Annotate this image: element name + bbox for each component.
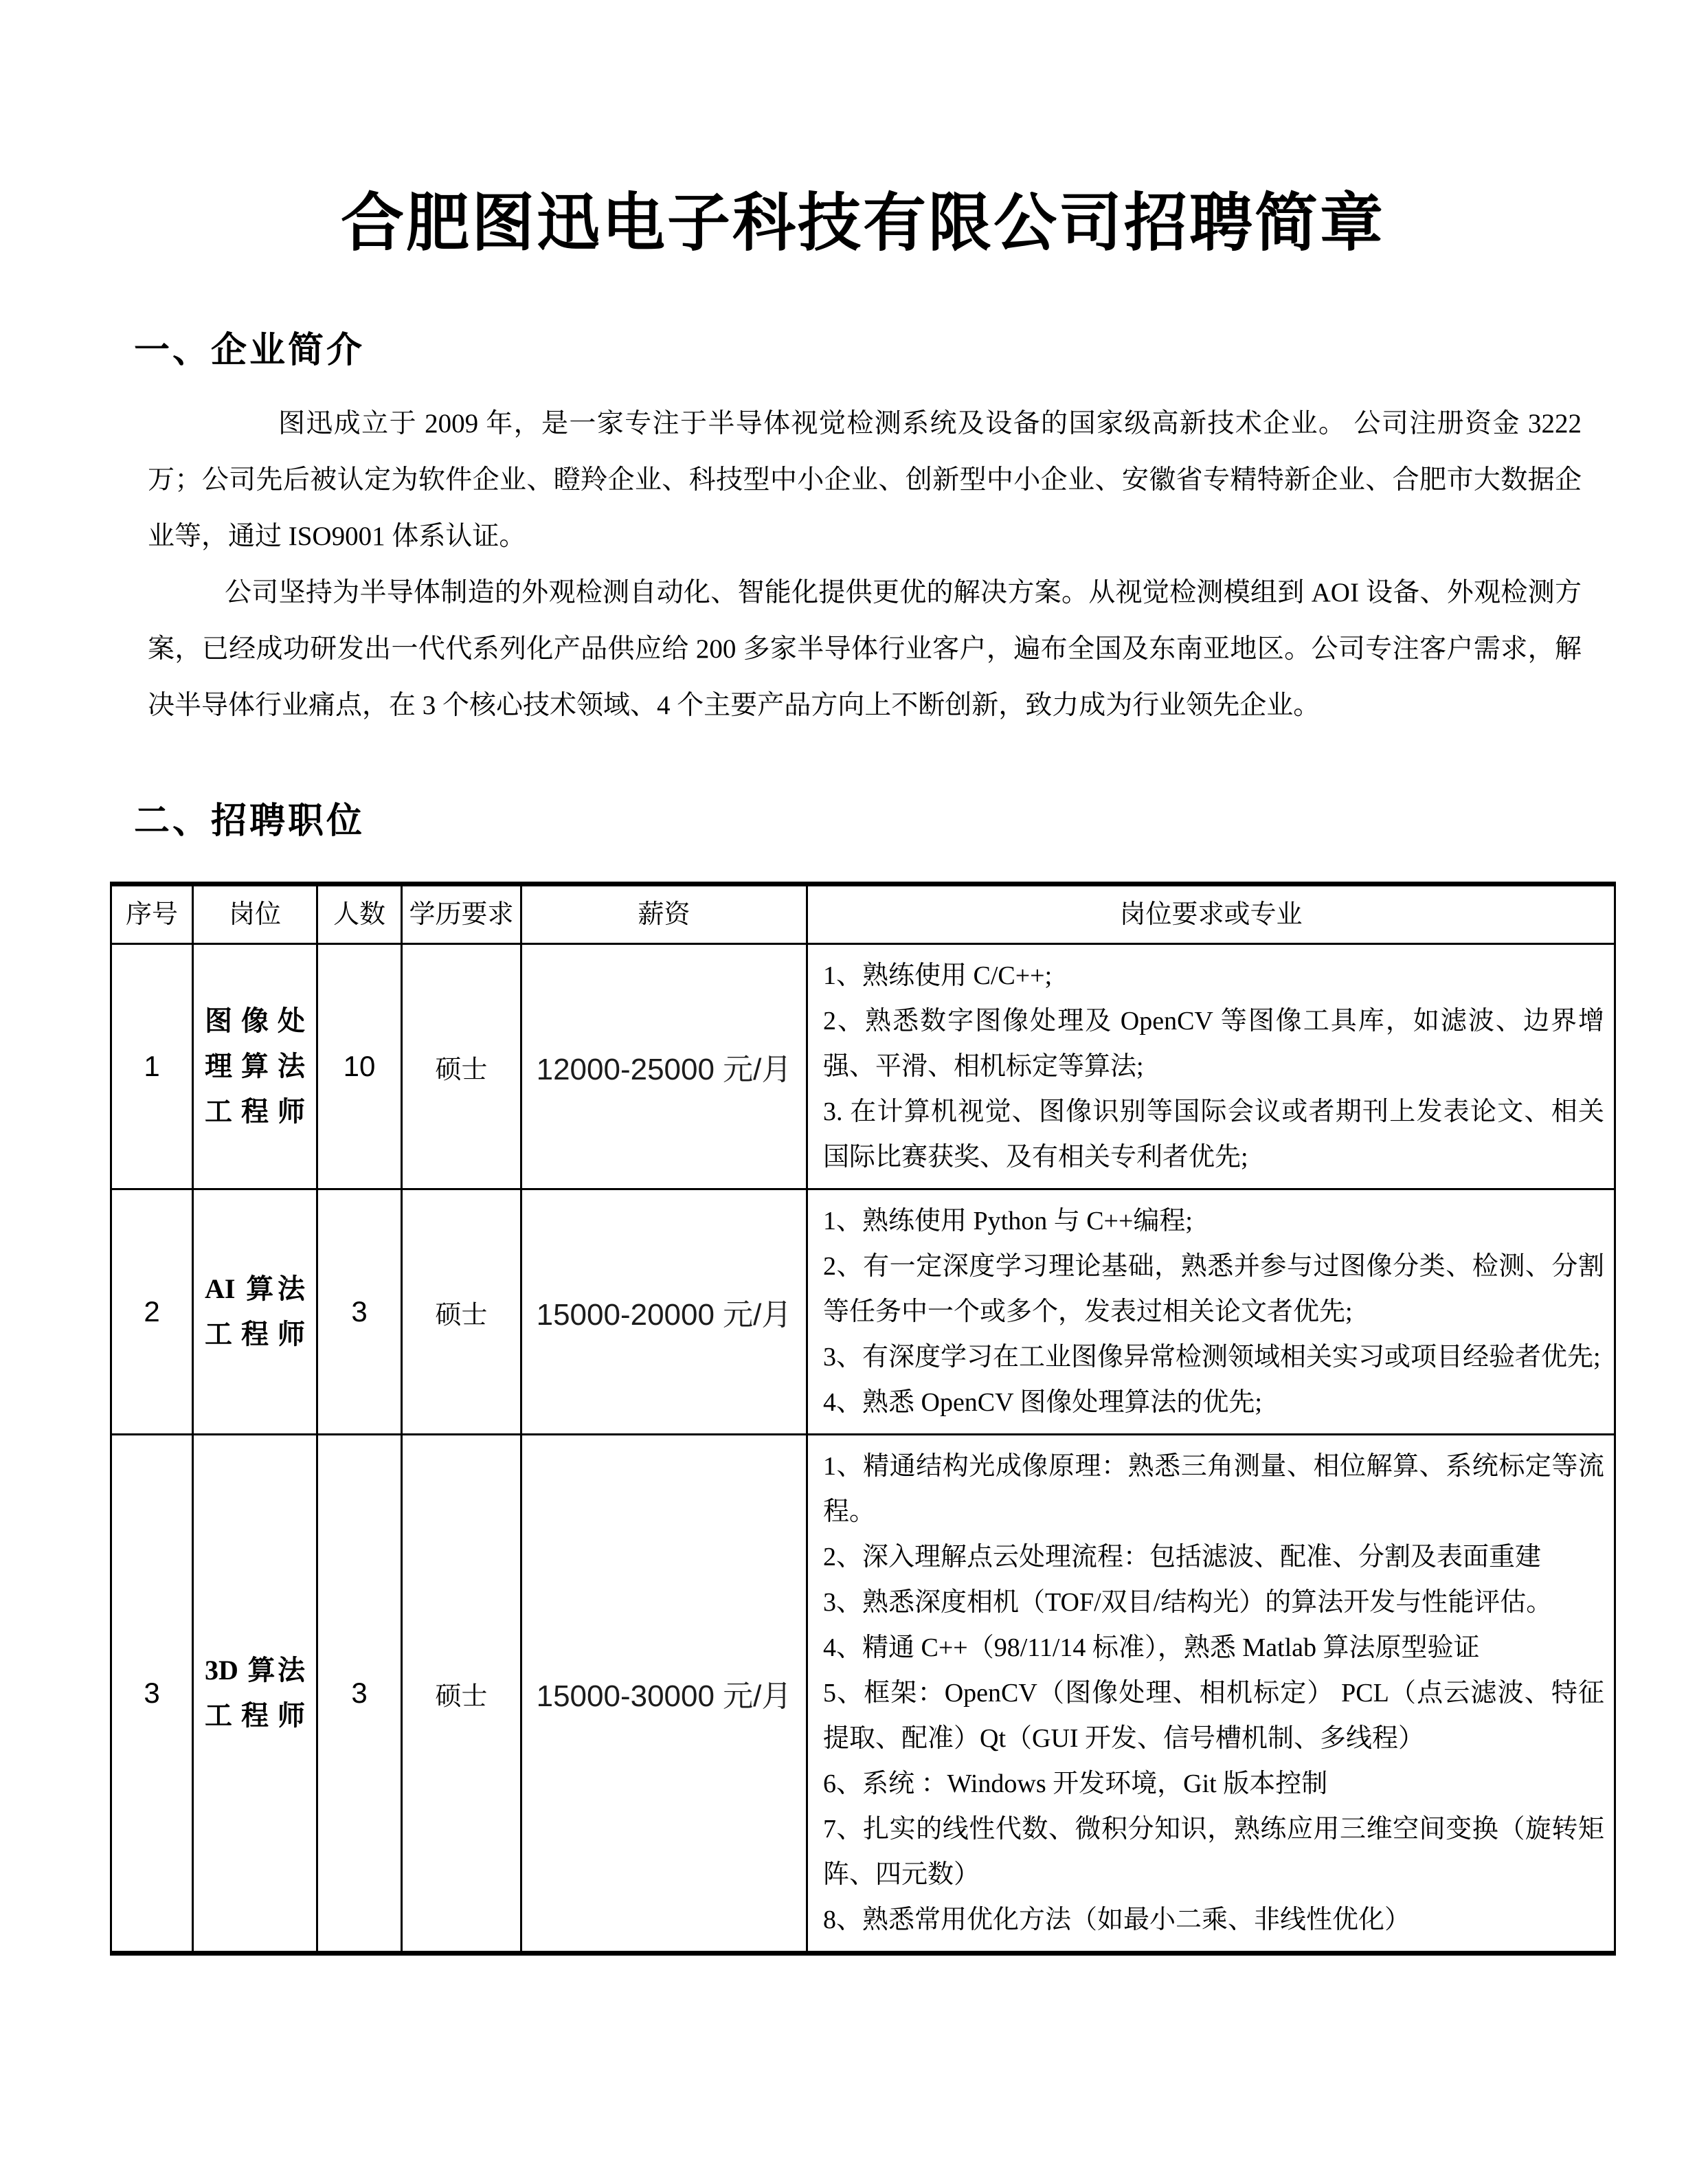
requirement-item: 2、深入理解点云处理流程：包括滤波、配准、分割及表面重建 [823, 1543, 1542, 1571]
cell-degree-requirement: 硕士 [402, 1435, 521, 1954]
requirement-item: 3、熟悉深度相机（TOF/双目/结构光）的算法开发与性能评估。 [823, 1588, 1553, 1617]
header-cell-no: 序号 [111, 884, 193, 944]
cell-salary: 15000-20000 元/月 [521, 1189, 807, 1435]
table-row [111, 944, 1615, 1189]
cell-headcount: 3 [317, 1435, 402, 1954]
requirement-item: 5、框架：OpenCV（图像处理、相机标定） PCL（点云滤波、特征提取、配准）Qt（GUI 开发、信号槽机制、多线程） [823, 1679, 1604, 1753]
requirement-item: 1、熟练使用 Python 与 C++编程; [823, 1207, 1193, 1235]
intro-paragraph-1: 图迅成立于 2009 年，是一家专注于半导体视觉检测系统及设备的国家级高新技术企业。 公司注册资金 3222 万；公司先后被认定为软件企业、瞪羚企业、科技型中小企业、创新型中小企业、安徽省专精特新企业、合肥市大数据企业等，通过 ISO9001 体系认证。 [148, 409, 1582, 551]
header-cell-degree: 学历要求 [402, 884, 521, 944]
cell-headcount: 10 [317, 944, 402, 1189]
requirement-item: 8、熟悉常用优化方法（如最小二乘、非线性优化） [823, 1905, 1411, 1934]
requirement-item: 4、熟悉 OpenCV 图像处理算法的优先; [823, 1388, 1262, 1417]
header-row [111, 884, 1615, 944]
cell-position-name: 3D 算法工程师 [193, 1435, 317, 1954]
section-heading-company-intro: 一、企业简介 [134, 331, 366, 370]
requirement-item: 6、系统 ：Windows 开发环境，Git 版本控制 [823, 1769, 1328, 1798]
intro-paragraph-2: 公司坚持为半导体制造的外观检测自动化、智能化提供更优的解决方案。从视觉检测模组到 AOI 设备、外观检测方案，已经成功研发出一代代系列化产品供应给 200 多家半导体行业客户，遍布全国及东南亚地区。公司专注客户需求，解决半导体行业痛点，在 3 个核心技术领域、4 个主要产品方向上不断创新，致力成为行业领先企业。 [148, 578, 1582, 720]
cell-serial-number: 2 [111, 1189, 193, 1435]
requirement-item: 2、有一定深度学习理论基础，熟悉并参与过图像分类、检测、分割等任务中一个或多个，发表过相关论文者优先; [823, 1252, 1604, 1326]
page-title: 合肥图迅电子科技有限公司招聘简章 [340, 188, 1385, 258]
positions-table-body [111, 944, 1615, 1954]
requirement-item: 1、精通结构光成像原理：熟悉三角测量、相位解算、系统标定等流程。 [823, 1452, 1604, 1526]
positions-table-header [111, 884, 1615, 944]
requirement-item: 2、熟悉数字图像处理及 OpenCV 等图像工具库，如滤波、边界增强、平滑、相机标定等算法; [823, 1007, 1604, 1081]
requirement-item: 4、精通 C++（98/11/14 标准），熟悉 Matlab 算法原型验证 [823, 1633, 1480, 1662]
cell-headcount: 3 [317, 1189, 402, 1435]
table-row [111, 1435, 1615, 1954]
cell-serial-number: 1 [111, 944, 193, 1189]
table-row [111, 1189, 1615, 1435]
requirement-item: 3. 在计算机视觉、图像识别等国际会议或者期刊上发表论文、相关国际比赛获奖、及有相关专利者优先; [823, 1097, 1604, 1172]
cell-degree-requirement: 硕士 [402, 944, 521, 1189]
cell-degree-requirement: 硕士 [402, 1189, 521, 1435]
cell-requirements [807, 944, 1615, 1189]
cell-requirements [807, 1435, 1615, 1954]
cell-serial-number: 3 [111, 1435, 193, 1954]
header-cell-requirements: 岗位要求或专业 [807, 884, 1615, 944]
requirement-item: 1、熟练使用 C/C++; [823, 961, 1053, 990]
cell-requirements [807, 1189, 1615, 1435]
positions-table [110, 882, 1616, 1956]
header-cell-count: 人数 [317, 884, 402, 944]
cell-position-name: 图像处理算法工程师 [193, 944, 317, 1189]
requirement-item: 7、扎实的线性代数、微积分知识，熟练应用三维空间变换（旋转矩阵、四元数） [823, 1815, 1604, 1889]
section-heading-positions: 二、招聘职位 [134, 802, 366, 841]
requirement-item: 3、有深度学习在工业图像异常检测领域相关实习或项目经验者优先; [823, 1343, 1601, 1372]
cell-salary: 15000-30000 元/月 [521, 1435, 807, 1954]
header-cell-salary: 薪资 [521, 884, 807, 944]
header-cell-position: 岗位 [193, 884, 317, 944]
cell-salary: 12000-25000 元/月 [521, 944, 807, 1189]
cell-position-name: AI 算法工程师 [193, 1189, 317, 1435]
